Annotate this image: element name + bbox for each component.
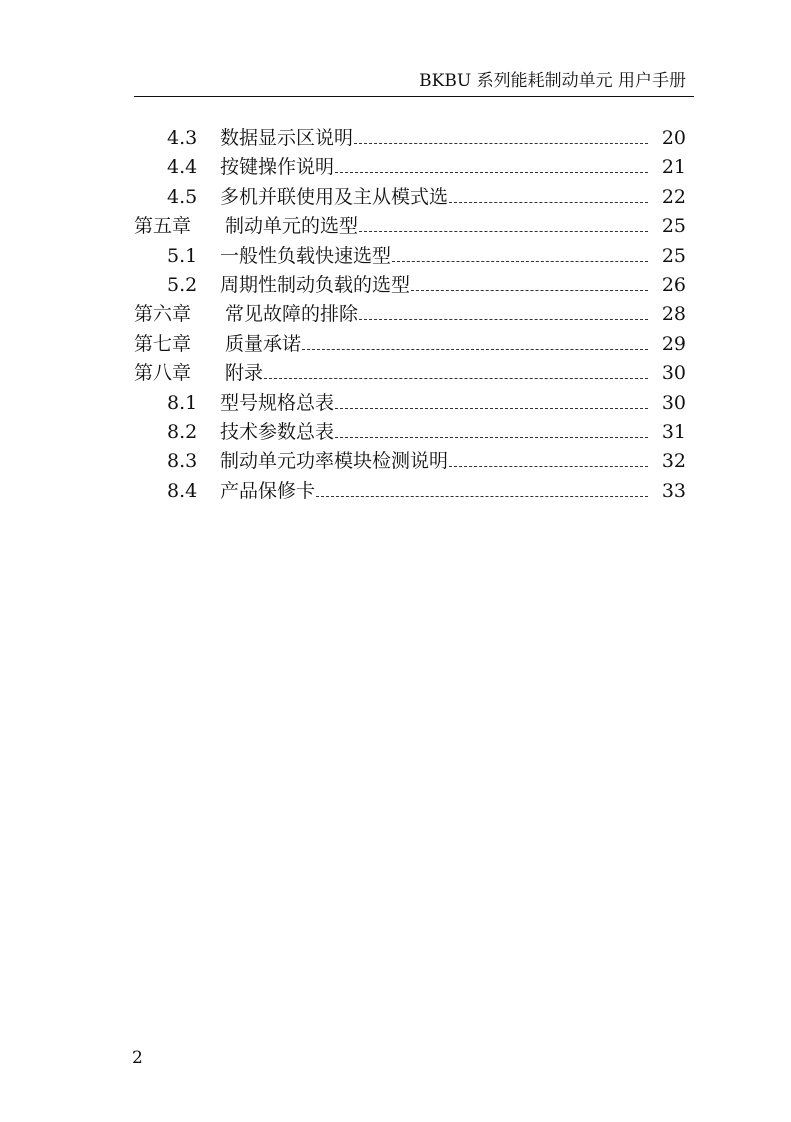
toc-entry[interactable] — [134, 300, 694, 329]
toc-entry[interactable] — [134, 418, 694, 447]
toc-entry-page: 26 — [661, 273, 686, 296]
toc-dot-leader — [335, 408, 648, 409]
toc-entry-page: 28 — [661, 303, 686, 326]
toc-entry[interactable] — [134, 477, 694, 506]
toc-entry-number: 第七章 — [134, 332, 192, 355]
toc-entry-page: 22 — [661, 185, 686, 208]
page-number: 2 — [132, 1048, 143, 1068]
toc-entry-title: 制动单元的选型 — [225, 215, 359, 238]
toc-entry-title: 技术参数总表 — [220, 420, 335, 443]
toc-entry[interactable] — [134, 153, 694, 182]
toc-entry-title: 产品保修卡 — [220, 479, 316, 502]
toc-entry-number: 8.4 — [167, 479, 198, 502]
toc-entry-page: 20 — [661, 127, 686, 149]
toc-entry-number: 4.3 — [167, 127, 198, 149]
toc-entry-number: 第六章 — [134, 303, 192, 326]
toc-entry-number: 第八章 — [134, 362, 192, 385]
manual-title: BKBU 系列能耗制动单元 用户手册 — [419, 71, 686, 91]
toc-entry-number: 第五章 — [134, 215, 192, 238]
toc-dot-leader — [392, 261, 648, 262]
page-header — [134, 62, 694, 97]
toc-entry[interactable] — [134, 330, 694, 359]
toc-entry[interactable] — [134, 359, 694, 388]
toc-dot-leader — [359, 231, 648, 232]
toc-dot-leader — [449, 202, 648, 203]
toc-entry-title: 多机并联使用及主从模式选 — [220, 185, 449, 208]
table-of-contents — [134, 124, 694, 506]
toc-entry-page: 30 — [661, 391, 686, 414]
toc-entry[interactable] — [134, 389, 694, 418]
toc-entry-title: 质量承诺 — [225, 332, 302, 355]
toc-dot-leader — [354, 143, 648, 144]
toc-dot-leader — [302, 349, 648, 350]
toc-entry-number: 5.1 — [167, 244, 198, 267]
toc-entry-title: 一般性负载快速选型 — [220, 244, 392, 267]
toc-dot-leader — [335, 172, 648, 173]
toc-entry-number: 8.1 — [167, 391, 198, 414]
toc-entry-page: 25 — [661, 244, 686, 267]
toc-dot-leader — [316, 496, 648, 497]
toc-entry-title: 型号规格总表 — [220, 391, 335, 414]
toc-entry-page: 31 — [661, 420, 686, 443]
toc-entry-number: 8.2 — [167, 420, 198, 443]
toc-entry-number: 8.3 — [167, 450, 198, 473]
toc-entry[interactable] — [134, 447, 694, 476]
toc-entry-page: 29 — [661, 332, 686, 355]
toc-entry[interactable] — [134, 271, 694, 300]
toc-entry-title: 附录 — [225, 362, 264, 385]
toc-entry-page: 25 — [661, 215, 686, 238]
toc-entry-title: 周期性制动负载的选型 — [220, 273, 411, 296]
toc-entry[interactable] — [134, 183, 694, 212]
toc-entry-page: 21 — [661, 156, 686, 179]
toc-dot-leader — [449, 466, 648, 467]
toc-entry-title: 常见故障的排除 — [225, 303, 359, 326]
toc-dot-leader — [264, 378, 648, 379]
toc-entry[interactable] — [134, 124, 694, 153]
toc-entry-number: 4.5 — [167, 185, 198, 208]
toc-entry-number: 5.2 — [167, 273, 198, 296]
toc-entry-title: 按键操作说明 — [220, 156, 335, 179]
toc-dot-leader — [359, 319, 648, 320]
toc-entry-title: 制动单元功率模块检测说明 — [220, 450, 449, 473]
toc-entry-page: 33 — [661, 479, 686, 502]
toc-entry-number: 4.4 — [167, 156, 198, 179]
toc-entry-page: 32 — [661, 450, 686, 473]
toc-entry-title: 数据显示区说明 — [220, 127, 354, 149]
toc-dot-leader — [335, 437, 648, 438]
toc-entry[interactable] — [134, 242, 694, 271]
toc-dot-leader — [411, 290, 648, 291]
toc-entry-page: 30 — [661, 362, 686, 385]
toc-entry[interactable] — [134, 212, 694, 241]
